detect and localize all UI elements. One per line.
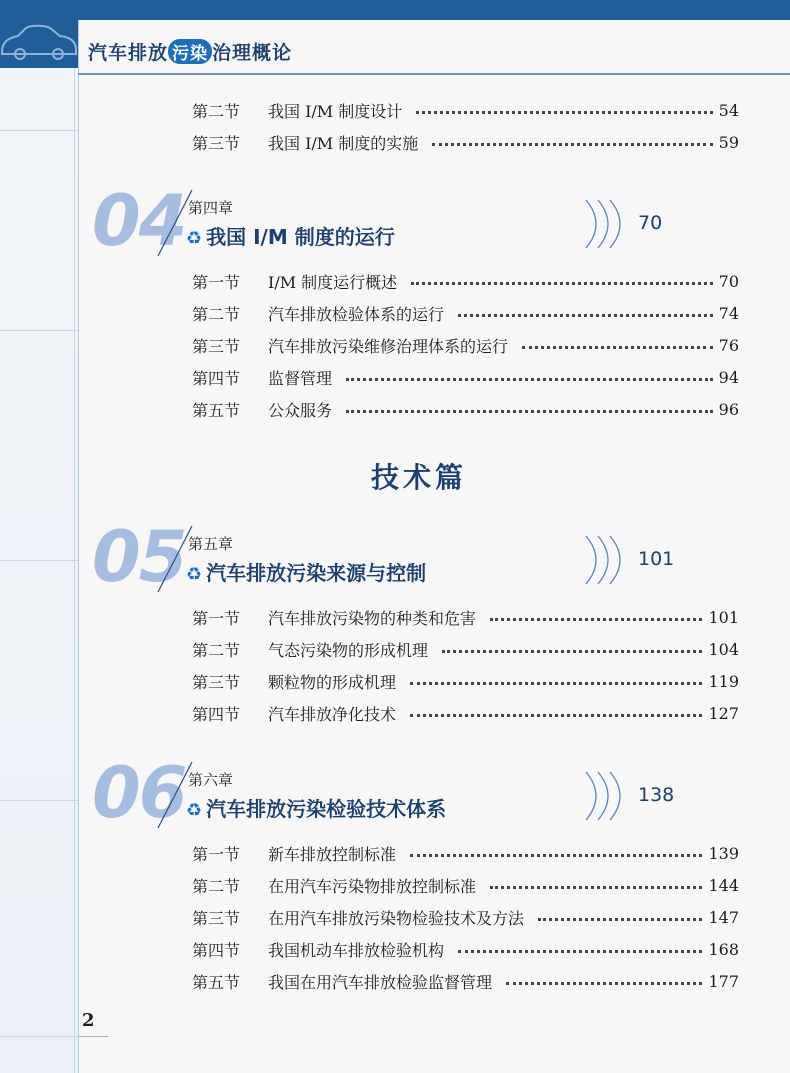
sidebar-grid-line [0, 800, 78, 801]
dot-leader [346, 410, 713, 413]
section-title: 汽车排放净化技术 [268, 704, 397, 724]
sidebar-panel [0, 0, 79, 1073]
section-number: 第二节 [192, 304, 241, 324]
chapter-heading[interactable] [92, 752, 692, 840]
dot-leader [506, 982, 702, 985]
dot-leader [458, 314, 713, 317]
section-number: 第四节 [192, 704, 241, 724]
toc-entry[interactable] [192, 268, 739, 294]
recycle-icon: ♻ [186, 800, 203, 821]
car-icon [0, 22, 78, 62]
section-number: 第一节 [192, 844, 241, 864]
section-title: 在用汽车排放污染物检验技术及方法 [268, 908, 525, 928]
dot-leader [410, 682, 702, 685]
dot-leader [490, 886, 702, 889]
section-number: 第五节 [192, 972, 241, 992]
recycle-icon: ♻ [186, 228, 203, 249]
chapter-number: 06 [92, 752, 186, 834]
page-ref: 70 [718, 271, 739, 291]
toc-entry[interactable] [192, 840, 739, 866]
section-title: 在用汽车污染物排放控制标准 [268, 876, 477, 896]
section-title: 我国 I/M 制度的实施 [268, 133, 419, 153]
dot-leader [346, 378, 713, 381]
sidebar-grid-line [0, 330, 78, 331]
page-ref: 119 [708, 671, 739, 691]
chapter-title [186, 557, 426, 586]
part-heading: 技术篇 [370, 461, 467, 494]
toc-entry[interactable] [192, 129, 739, 155]
toc-entry[interactable] [192, 636, 739, 662]
dot-leader [416, 111, 712, 114]
section-title: 汽车排放污染维修治理体系的运行 [268, 336, 509, 356]
dot-leader [411, 282, 712, 285]
dot-leader [458, 950, 702, 953]
section-number: 第一节 [192, 272, 241, 292]
toc-entry[interactable] [192, 364, 739, 390]
book-title [88, 38, 292, 68]
book-title-part: 汽车排放 [88, 42, 169, 64]
recycle-icon: ♻ [186, 564, 203, 585]
chevron-icon [582, 198, 642, 250]
toc-entry[interactable] [192, 936, 739, 962]
toc-entry[interactable] [192, 872, 739, 898]
chapter-title [186, 793, 446, 822]
dot-leader [490, 618, 702, 621]
chevron-icon [582, 770, 642, 822]
book-title-part: 治理概论 [212, 42, 293, 64]
page-ref: 54 [718, 100, 739, 120]
dot-leader [410, 854, 702, 857]
section-number: 第五节 [192, 400, 241, 420]
toc-entry[interactable] [192, 904, 739, 930]
section-number: 第四节 [192, 368, 241, 388]
page-ref: 144 [708, 875, 739, 895]
sidebar-grid-line [0, 560, 78, 561]
section-title: I/M 制度运行概述 [268, 272, 398, 292]
page-ref: 127 [708, 703, 739, 723]
chapter-title-text: 汽车排放污染检验技术体系 [206, 797, 447, 821]
chapter-number: 05 [92, 516, 186, 598]
section-number: 第二节 [192, 640, 241, 660]
page-ref: 104 [708, 639, 739, 659]
section-title: 汽车排放污染物的种类和危害 [268, 608, 477, 628]
chapter-title-text: 汽车排放污染来源与控制 [206, 561, 427, 585]
page-ref: 101 [708, 607, 739, 627]
chapter-heading[interactable] [92, 180, 692, 268]
chapter-page: 70 [638, 212, 663, 234]
chapter-title [186, 221, 395, 250]
section-title: 我国在用汽车排放检验监督管理 [268, 972, 493, 992]
toc-entry[interactable] [192, 396, 739, 422]
section-number: 第三节 [192, 672, 241, 692]
toc-entry[interactable] [192, 700, 739, 726]
header-bar [0, 0, 790, 20]
section-title: 气态污染物的形成机理 [268, 640, 429, 660]
sidebar-rule [74, 0, 75, 1073]
section-number: 第四节 [192, 940, 241, 960]
footer-rule [78, 1036, 108, 1037]
section-title: 新车排放控制标准 [268, 844, 397, 864]
chapter-heading[interactable] [92, 516, 692, 604]
page-ref: 139 [708, 843, 739, 863]
page-ref: 147 [708, 907, 739, 927]
page-ref: 94 [718, 367, 739, 387]
dot-leader [522, 346, 713, 349]
toc-entry[interactable] [192, 668, 739, 694]
page-ref: 59 [718, 132, 739, 152]
chapter-number: 04 [92, 180, 186, 262]
section-title: 监督管理 [268, 368, 333, 388]
chapter-page: 101 [638, 548, 675, 570]
dot-leader [442, 650, 702, 653]
page-number: 2 [82, 1010, 95, 1031]
section-number: 第三节 [192, 133, 241, 153]
toc-entry[interactable] [192, 300, 739, 326]
chevron-icon [582, 534, 642, 586]
sidebar-grid-line [0, 130, 78, 131]
page-ref: 177 [708, 971, 739, 991]
toc-entry[interactable] [192, 332, 739, 358]
dot-leader [410, 714, 702, 717]
section-title: 我国 I/M 制度设计 [268, 101, 403, 121]
section-number: 第二节 [192, 876, 241, 896]
page-ref: 96 [718, 399, 739, 419]
sidebar-grid-line [0, 1036, 78, 1037]
section-number: 第二节 [192, 101, 241, 121]
chapter-label: 第五章 [188, 535, 234, 553]
dot-leader [538, 918, 702, 921]
book-title-highlight: 污染 [168, 39, 212, 64]
chapter-label: 第四章 [188, 199, 234, 217]
toc-entry[interactable] [192, 968, 739, 994]
dot-leader [432, 143, 712, 146]
page-ref: 168 [708, 939, 739, 959]
section-number: 第三节 [192, 336, 241, 356]
page-ref: 74 [718, 303, 739, 323]
chapter-label: 第六章 [188, 771, 234, 789]
toc-entry[interactable] [192, 604, 739, 630]
page-ref: 76 [718, 335, 739, 355]
chapter-title-text: 我国 I/M 制度的运行 [206, 225, 395, 249]
section-title: 颗粒物的形成机理 [268, 672, 397, 692]
section-number: 第三节 [192, 908, 241, 928]
section-title: 汽车排放检验体系的运行 [268, 304, 445, 324]
section-number: 第一节 [192, 608, 241, 628]
section-title: 公众服务 [268, 400, 333, 420]
section-title: 我国机动车排放检验机构 [268, 940, 445, 960]
toc-entry[interactable] [192, 97, 739, 123]
chapter-page: 138 [638, 784, 675, 806]
header-rule [78, 73, 790, 75]
